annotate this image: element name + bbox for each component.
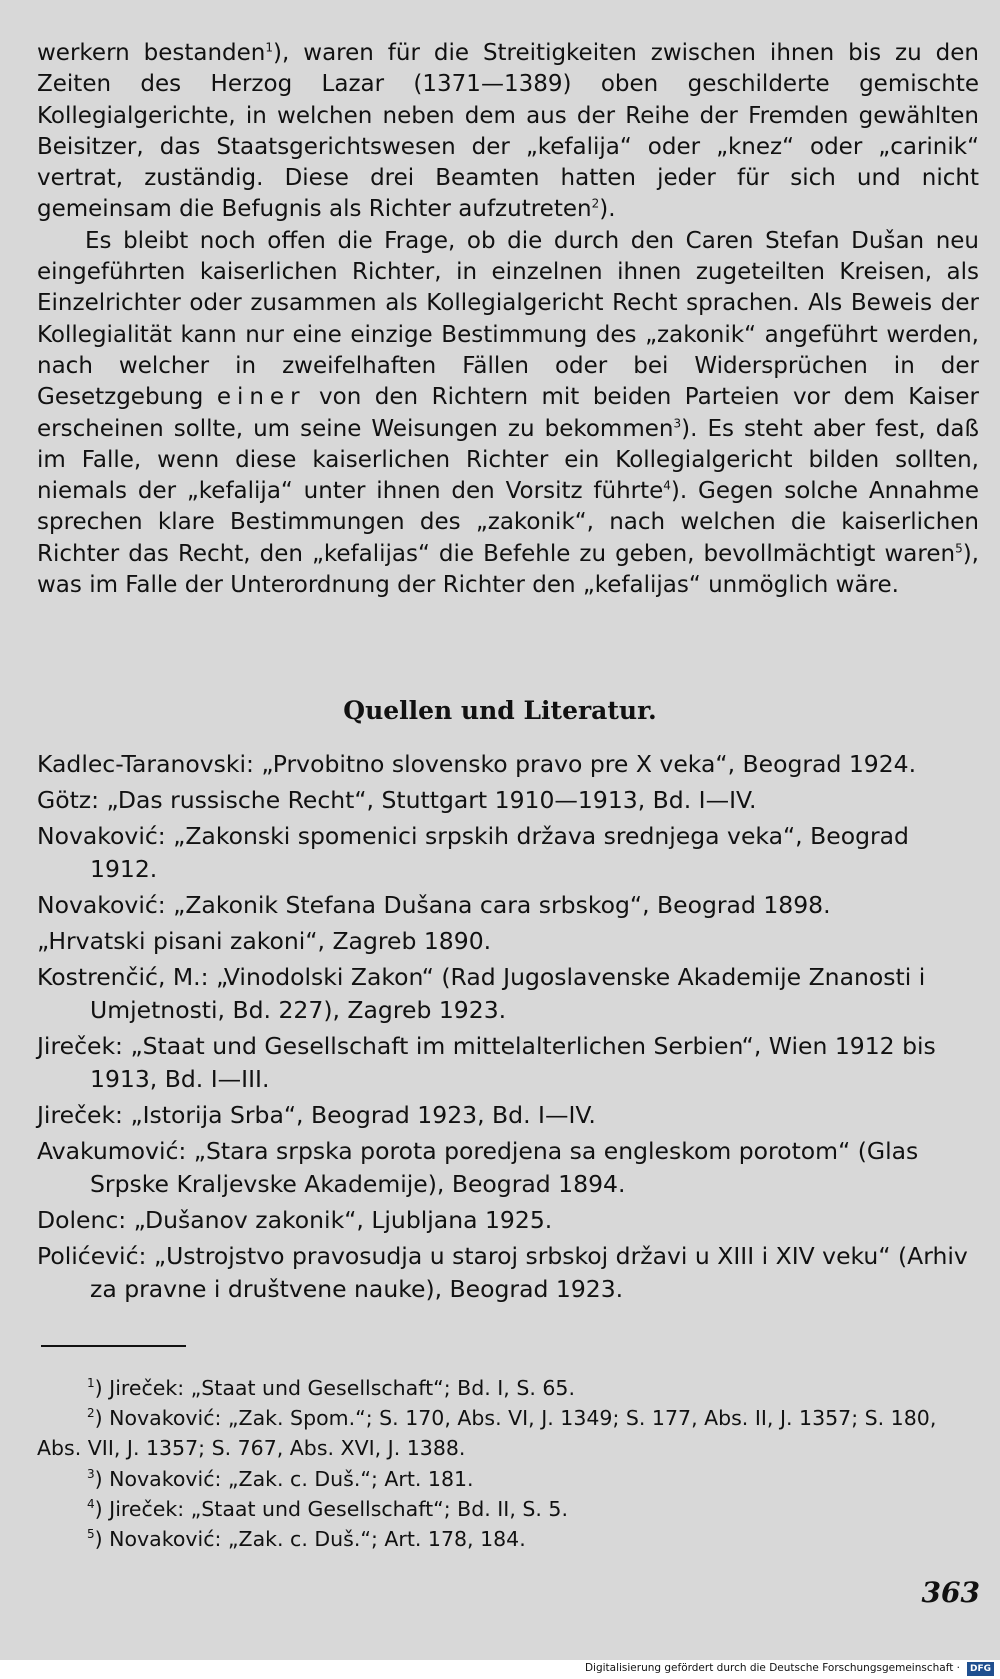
reference-item: Novaković: „Zakonski spomenici srpskih država srednjega veka“, Beograd 1912. <box>37 822 909 883</box>
footnotes <box>37 1373 979 1554</box>
footer-credit: Digitalisierung gefördert durch die Deutsche Forschungsgemeinschaft · <box>584 1662 960 1674</box>
page-number: 363 <box>921 1576 980 1609</box>
footnote-text: ) Jireček: „Staat und Gesellschaft“; Bd. I, S. 65. <box>94 1376 575 1400</box>
footnote-text: ) Novaković: „Zak. c. Duš.“; Art. 178, 184. <box>94 1527 526 1552</box>
reference-item: Götz: „Das russische Recht“, Stuttgart 1910—1913, Bd. I—IV. <box>37 786 757 814</box>
footnote-mark: 2 <box>87 1406 95 1421</box>
reference-item: Avakumović: „Stara srpska porota poredjena sa engleskom porotom“ (Glas Srpske Kraljevske Akademije), Beograd 1894. <box>37 1137 919 1198</box>
footnote-mark: 1 <box>87 1376 95 1391</box>
footnote-mark: 4 <box>87 1496 95 1511</box>
reference-item: Dolenc: „Dušanov zakonik“, Ljubljana 1925. <box>37 1206 553 1234</box>
footnote-item <box>37 1494 979 1524</box>
footnote-ref-5: 5 <box>955 541 963 556</box>
paragraph-1 <box>37 38 979 226</box>
footnote-mark: 5 <box>87 1527 95 1542</box>
footnote-item <box>37 1524 979 1554</box>
footnote-divider <box>41 1345 186 1347</box>
p1-text-a: werkern bestanden <box>37 40 266 66</box>
reference-list <box>37 748 979 1309</box>
footnote-ref-3: 3 <box>673 415 682 430</box>
p1-text-b: ), waren für die Streitigkeiten zwischen ihnen bis zu den Zeiten des Herzog Lazar (1371—1389) oben geschilderte gemischte Kollegialgerichte, in welchen neben dem aus der Reihe der Fremden gewählten Beisitzer, das Staatsgerichtswesen der „kefalija“ oder „knez“ oder „carinik“ vertrat, zuständig. Diese drei Beamten hatten jeder für sich und nicht gemeinsam die Befugnis als Richter aufzutreten <box>37 40 979 223</box>
reference-item: Jireček: „Staat und Gesellschaft im mittelalterlichen Serbien“, Wien 1912 bis 1913, Bd. I—III. <box>37 1032 936 1093</box>
footnote-text: ) Novaković: „Zak. c. Duš.“; Art. 181. <box>94 1466 474 1491</box>
reference-item: Kostrenčić, M.: „Vinodolski Zakon“ (Rad Jugoslavenske Akademije Znanosti i Umjetnosti, Bd. 227), Zagreb 1923. <box>37 963 926 1024</box>
p2-spaced-word: einer <box>216 384 306 411</box>
reference-item: „Hrvatski pisani zakoni“, Zagreb 1890. <box>37 927 492 955</box>
reference-item: Novaković: „Zakonik Stefana Dušana cara srbskog“, Beograd 1898. <box>37 891 831 919</box>
p2-text-b: von den Richtern mit beiden Parteien vor dem Kaiser erscheinen sollte, um seine Weisungen zu bekommen <box>37 384 979 442</box>
reference-item: Polićević: „Ustrojstvo pravosudja u staroj srbskoj državi u XIII i XIV veku“ (Arhiv za pravne i društvene nauke), Beograd 1923. <box>37 1242 968 1303</box>
section-heading: Quellen und Literatur. <box>343 696 657 725</box>
body-text <box>37 38 979 601</box>
footnote-item <box>37 1464 979 1494</box>
footnote-mark: 3 <box>87 1466 95 1481</box>
p2-text-c: ). Es steht aber fest, daß im Falle, wenn diese kaiserlichen Richter ein Kollegialgericht bilden sollten, niemals der „kefalija“ unter ihnen den Vorsitz führte <box>37 415 979 505</box>
footnote-text: ) Novaković: „Zak. Spom.“; S. 170, Abs. VI, J. 1349; S. 177, Abs. II, J. 1357; S. 180, Abs. VII, J. 1357; S. 767, Abs. XVI, J. 1388. <box>37 1406 937 1461</box>
paragraph-2 <box>37 226 979 602</box>
digitization-footer <box>0 1660 1000 1679</box>
footnote-ref-4: 4 <box>663 478 671 493</box>
reference-item: Jireček: „Istorija Srba“, Beograd 1923, Bd. I—IV. <box>37 1101 596 1129</box>
dfg-logo[interactable]: DFG <box>967 1662 994 1676</box>
p2-text-d: ). Gegen solche Annahme sprechen klare Bestimmungen des „zakonik“, nach welchen die kaiserlichen Richter das Recht, den „kefalijas“ die Befehle zu geben, bevollmächtigt waren <box>37 478 979 567</box>
p2-text-e: ), was im Falle der Unterordnung der Richter den „kefalijas“ unmöglich wäre. <box>37 540 979 599</box>
reference-item: Kadlec-Taranovski: „Prvobitno slovensko pravo pre X veka“, Beograd 1924. <box>37 750 917 778</box>
p1-text-c: ). <box>599 196 616 223</box>
footnote-item <box>37 1373 979 1403</box>
footnote-ref-2: 2 <box>591 196 600 211</box>
footnote-item <box>37 1403 979 1463</box>
p2-text-a: Es bleibt noch offen die Frage, ob die durch den Caren Stefan Dušan neu eingeführten kaiserlichen Richter, in einzelnen ihnen zugeteilten Kreisen, als Einzelrichter oder zusammen als Kollegialgericht Recht sprachen. Als Beweis der Kollegialität kann nur eine einzige Bestimmung des „zakonik“ angeführt werden, nach welcher in zweifelhaften Fällen oder bei Widersprüchen in der Gesetzgebung <box>37 227 979 411</box>
footnote-text: ) Jireček: „Staat und Gesellschaft“; Bd. II, S. 5. <box>94 1496 568 1521</box>
footnote-ref-1: 1 <box>265 40 274 55</box>
